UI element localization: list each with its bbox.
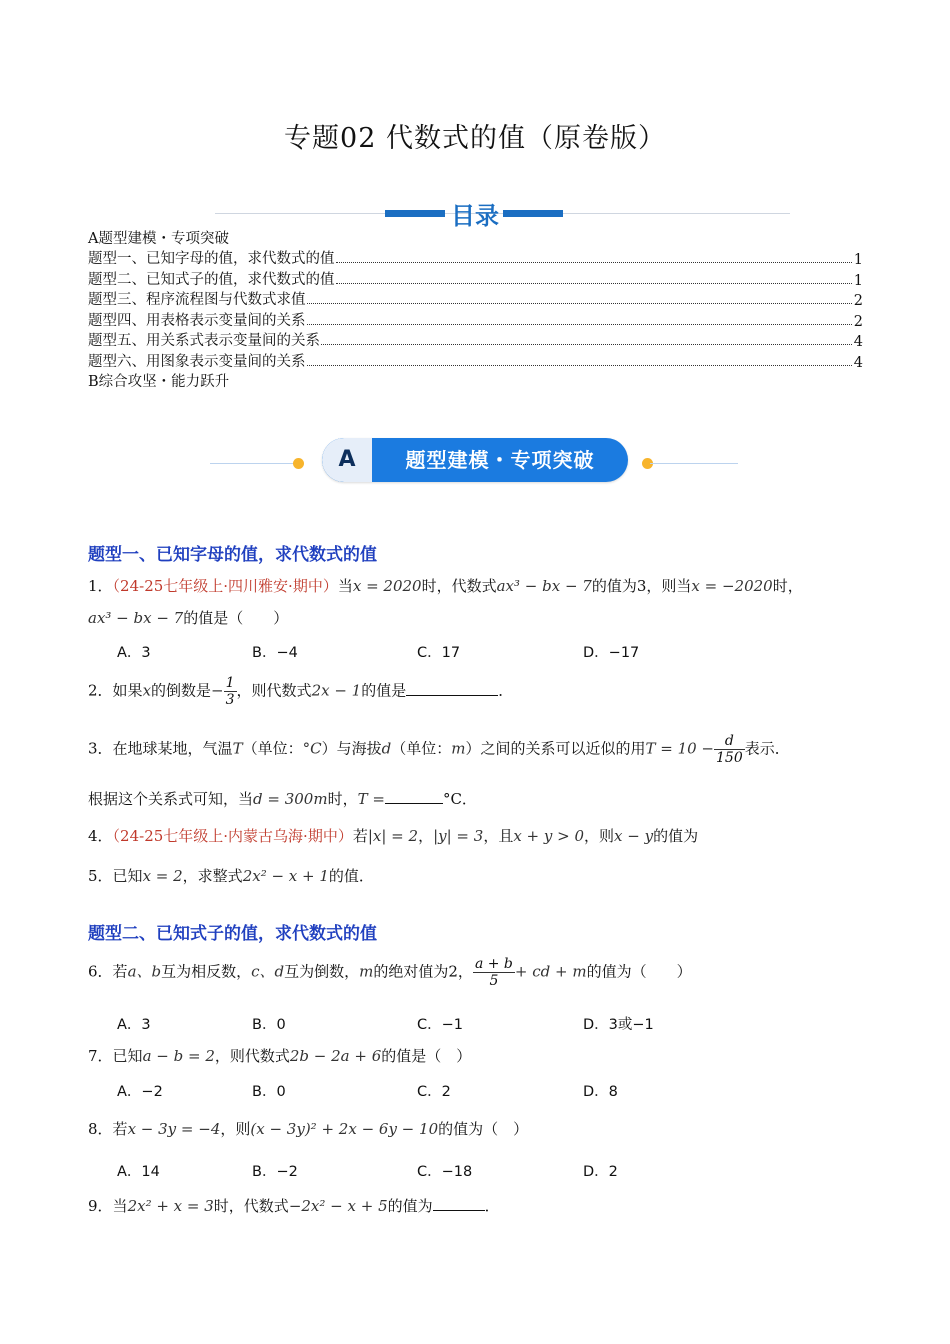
toc-entry[interactable]: 题型一、已知字母的值，求代数式的值 1 <box>88 251 863 268</box>
question-8: 8．若x − 3y = −4，则(x − 3y)² + 2x − 6y − 10的值为（ ） <box>88 1120 529 1138</box>
option-b[interactable]: B．0 <box>252 1084 286 1100</box>
option-b[interactable]: B．−4 <box>252 645 298 661</box>
answer-blank[interactable] <box>406 681 498 696</box>
question-source: （24-25七年级上·内蒙古乌海·期中） <box>112 827 353 845</box>
toc-entry[interactable]: 题型二、已知式子的值，求代数式的值 1 <box>88 272 863 289</box>
answer-blank[interactable] <box>433 1196 485 1211</box>
question-2: 2．如果x的倒数是− $\frac{1}{3}$ ，则代数式2x − 1的值是 ． <box>88 675 514 708</box>
banner-line-left <box>210 463 298 464</box>
question-1-cont: ax³ − bx − 7的值是（ ） <box>88 609 289 627</box>
toc-bar-right <box>503 210 563 217</box>
option-d[interactable]: D．8 <box>583 1084 618 1100</box>
question-3-cont: 根据这个关系式可知，当d = 300m时，T = °C． <box>88 790 477 808</box>
option-d[interactable]: D．−17 <box>583 645 640 661</box>
fraction: $\frac{a + b}{5}$ <box>474 956 513 989</box>
toc-part-a[interactable]: A题型建模・专项突破 <box>88 231 229 247</box>
question-5: 5．已知x = 2，求整式2x² − x + 1的值． <box>88 867 374 885</box>
option-c[interactable]: C．2 <box>417 1084 451 1100</box>
question-4: 4．（24-25七年级上·内蒙古乌海·期中）若|x| = 2，|y| = 3，且x + y > 0，则x − y的值为 <box>88 827 699 845</box>
fraction: $\frac{d}{150}$ <box>716 733 743 766</box>
option-b[interactable]: B．0 <box>252 1017 286 1033</box>
option-a[interactable]: A．3 <box>117 645 151 661</box>
question-source: （24-25七年级上·四川雅安·期中） <box>112 577 338 595</box>
option-a[interactable]: A．−2 <box>117 1084 163 1100</box>
section-heading: 题型二、已知式子的值，求代数式的值 <box>88 924 377 944</box>
question-6: 6．若a、b互为相反数，c、d互为倒数，m的绝对值为2， $\frac{a + b}{5}$ + cd + m的值为（ ） <box>88 956 692 989</box>
answer-blank[interactable] <box>385 789 443 804</box>
option-d[interactable]: D．3或−1 <box>583 1017 654 1033</box>
option-a[interactable]: A．14 <box>117 1164 160 1180</box>
option-c[interactable]: C．−1 <box>417 1017 463 1033</box>
toc-entry[interactable]: 题型四、用表格表示变量间的关系 2 <box>88 313 863 330</box>
table-of-contents <box>88 228 863 398</box>
option-b[interactable]: B．−2 <box>252 1164 298 1180</box>
banner-line-right <box>650 463 738 464</box>
toc-entry[interactable]: 题型五、用关系式表示变量间的关系 4 <box>88 333 863 350</box>
option-c[interactable]: C．−18 <box>417 1164 473 1180</box>
question-7: 7．已知a − b = 2，则代数式2b − 2a + 6的值是（ ） <box>88 1047 472 1065</box>
option-c[interactable]: C．17 <box>417 645 461 661</box>
section-a-banner <box>322 438 628 482</box>
toc-part-b[interactable]: B综合攻坚・能力跃升 <box>88 374 230 390</box>
banner-dot-left <box>293 458 304 469</box>
banner-letter: A <box>322 438 372 482</box>
page-title: 专题02 代数式的值（原卷版） <box>284 123 666 154</box>
question-1: 1．（24-25七年级上·四川雅安·期中）当x = 2020时，代数式ax³ − bx − 7的值为3，则当x = −2020时， <box>88 577 803 595</box>
option-d[interactable]: D．2 <box>583 1164 618 1180</box>
fraction: $\frac{1}{3}$ <box>225 675 235 708</box>
toc-entry[interactable]: 题型三、程序流程图与代数式求值 2 <box>88 292 863 309</box>
banner-label: 题型建模・专项突破 <box>405 448 595 472</box>
section-heading: 题型一、已知字母的值，求代数式的值 <box>88 545 377 565</box>
option-a[interactable]: A．3 <box>117 1017 151 1033</box>
question-9: 9．当2x² + x = 3时，代数式−2x² − x + 5的值为 ． <box>88 1197 500 1215</box>
toc-heading: 目录 <box>451 202 499 230</box>
question-3: 3．在地球某地，气温T（单位：°C）与海拔d（单位：m）之间的关系可以近似的用T = 10 − $\frac{d}{150}$ 表示． <box>88 733 790 766</box>
toc-bar-left <box>385 210 445 217</box>
toc-entry[interactable]: 题型六、用图象表示变量间的关系 4 <box>88 354 863 371</box>
